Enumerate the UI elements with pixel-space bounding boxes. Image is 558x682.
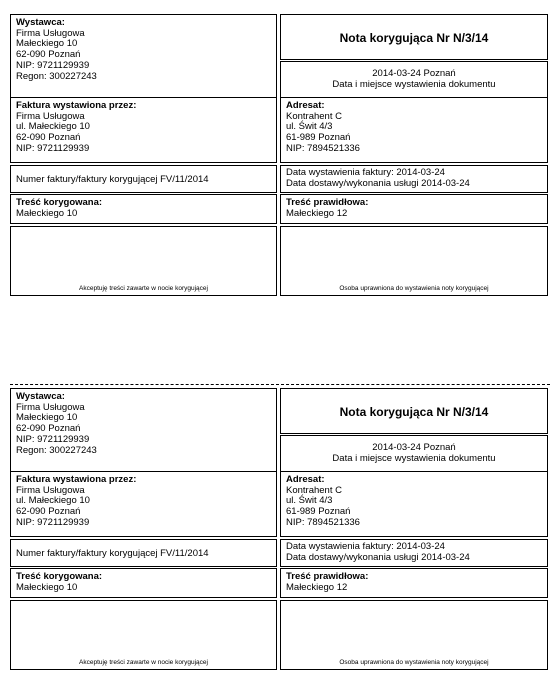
accept-signature-box xyxy=(10,226,277,296)
invoice-issuer-heading: Faktura wystawiona przez: xyxy=(16,100,137,111)
correct-content-box xyxy=(280,568,548,598)
addressee-line: ul. Świt 4/3 xyxy=(286,121,333,133)
accept-signature-box xyxy=(10,600,277,670)
issuer-line: Małeckiego 10 xyxy=(16,38,78,50)
issuer-line: Firma Usługowa xyxy=(16,401,85,413)
issuer-heading: Wystawca: xyxy=(16,17,65,28)
correct-heading: Treść prawidłowa: xyxy=(286,197,369,208)
issuer-line: NIP: 9721129939 xyxy=(16,433,90,445)
note-copy-2 xyxy=(0,374,558,674)
invoice-issuer-line: NIP: 9721129939 xyxy=(16,516,90,528)
invoice-issuer-line: Firma Usługowa xyxy=(16,110,85,122)
date-place-label: Data i miejsce wystawienia dokumentu xyxy=(332,453,496,464)
corrected-value: Małeckiego 10 xyxy=(16,581,78,593)
note-title-box xyxy=(280,388,548,434)
invoice-issuer-line: ul. Małeckiego 10 xyxy=(16,121,90,133)
issuer-line: Małeckiego 10 xyxy=(16,412,78,424)
invoice-issuer-line: NIP: 9721129939 xyxy=(16,142,90,154)
issuer-line: Regon: 300227243 xyxy=(16,444,97,456)
addressee-line: 61-989 Poznań xyxy=(286,506,351,518)
date-place-box xyxy=(280,61,548,98)
authorized-signature-label: Osoba uprawniona do wystawienia noty korygującej xyxy=(339,285,489,292)
issuer-box xyxy=(10,388,277,472)
issuer-line: NIP: 9721129939 xyxy=(16,59,90,71)
issuer-box xyxy=(10,14,277,98)
addressee-box xyxy=(280,471,548,537)
invoice-delivery-date: Data dostawy/wykonania usługi 2014-03-24 xyxy=(286,551,470,563)
invoice-issue-date: Data wystawienia faktury: 2014-03-24 xyxy=(286,541,445,552)
corrected-content-box xyxy=(10,568,277,598)
date-place-box xyxy=(280,435,548,472)
authorized-signature-box xyxy=(280,600,548,670)
invoice-issuer-heading: Faktura wystawiona przez: xyxy=(16,474,137,485)
addressee-line: ul. Świt 4/3 xyxy=(286,495,333,507)
invoice-issuer-line: ul. Małeckiego 10 xyxy=(16,495,90,507)
invoice-number: Numer faktury/faktury korygującej FV/11/2014 xyxy=(16,173,209,185)
issuer-line: Firma Usługowa xyxy=(16,27,85,39)
addressee-heading: Adresat: xyxy=(286,100,325,111)
date-place: 2014-03-24 Poznań xyxy=(372,68,456,79)
addressee-line: 61-989 Poznań xyxy=(286,132,351,144)
date-place-label: Data i miejsce wystawienia dokumentu xyxy=(332,79,496,90)
correct-value: Małeckiego 12 xyxy=(286,207,348,219)
invoice-delivery-date: Data dostawy/wykonania usługi 2014-03-24 xyxy=(286,177,470,189)
addressee-line: Kontrahent C xyxy=(286,110,342,122)
accept-signature-label: Akceptuję treści zawarte w nocie korygującej xyxy=(79,285,208,292)
invoice-dates-box xyxy=(280,165,548,193)
invoice-issuer-box xyxy=(10,471,277,537)
authorized-signature-box xyxy=(280,226,548,296)
invoice-number: Numer faktury/faktury korygującej FV/11/2014 xyxy=(16,547,209,559)
authorized-signature-label: Osoba uprawniona do wystawienia noty korygującej xyxy=(339,659,489,666)
note-title: Nota korygująca Nr N/3/14 xyxy=(339,31,489,45)
note-copy-1 xyxy=(0,0,558,300)
issuer-line: 62-090 Poznań xyxy=(16,423,81,435)
invoice-issuer-line: Firma Usługowa xyxy=(16,484,85,496)
corrected-heading: Treść korygowana: xyxy=(16,197,103,208)
addressee-box xyxy=(280,97,548,163)
corrected-content-box xyxy=(10,194,277,224)
addressee-line: Kontrahent C xyxy=(286,484,342,496)
invoice-issue-date: Data wystawienia faktury: 2014-03-24 xyxy=(286,167,445,178)
date-place: 2014-03-24 Poznań xyxy=(372,442,456,453)
invoice-dates-box xyxy=(280,539,548,567)
accept-signature-label: Akceptuję treści zawarte w nocie korygującej xyxy=(79,659,208,666)
issuer-line: 62-090 Poznań xyxy=(16,49,81,61)
addressee-line: NIP: 7894521336 xyxy=(286,142,360,154)
addressee-line: NIP: 7894521336 xyxy=(286,516,360,528)
note-title: Nota korygująca Nr N/3/14 xyxy=(339,405,489,419)
invoice-issuer-line: 62-090 Poznań xyxy=(16,132,81,144)
corrected-value: Małeckiego 10 xyxy=(16,207,78,219)
invoice-issuer-box xyxy=(10,97,277,163)
issuer-line: Regon: 300227243 xyxy=(16,70,97,82)
invoice-issuer-line: 62-090 Poznań xyxy=(16,506,81,518)
note-title-box xyxy=(280,14,548,60)
corrected-heading: Treść korygowana: xyxy=(16,571,103,582)
correct-heading: Treść prawidłowa: xyxy=(286,571,369,582)
correct-value: Małeckiego 12 xyxy=(286,581,348,593)
invoice-number-box xyxy=(10,165,277,193)
invoice-number-box xyxy=(10,539,277,567)
addressee-heading: Adresat: xyxy=(286,474,325,485)
issuer-heading: Wystawca: xyxy=(16,391,65,402)
correct-content-box xyxy=(280,194,548,224)
